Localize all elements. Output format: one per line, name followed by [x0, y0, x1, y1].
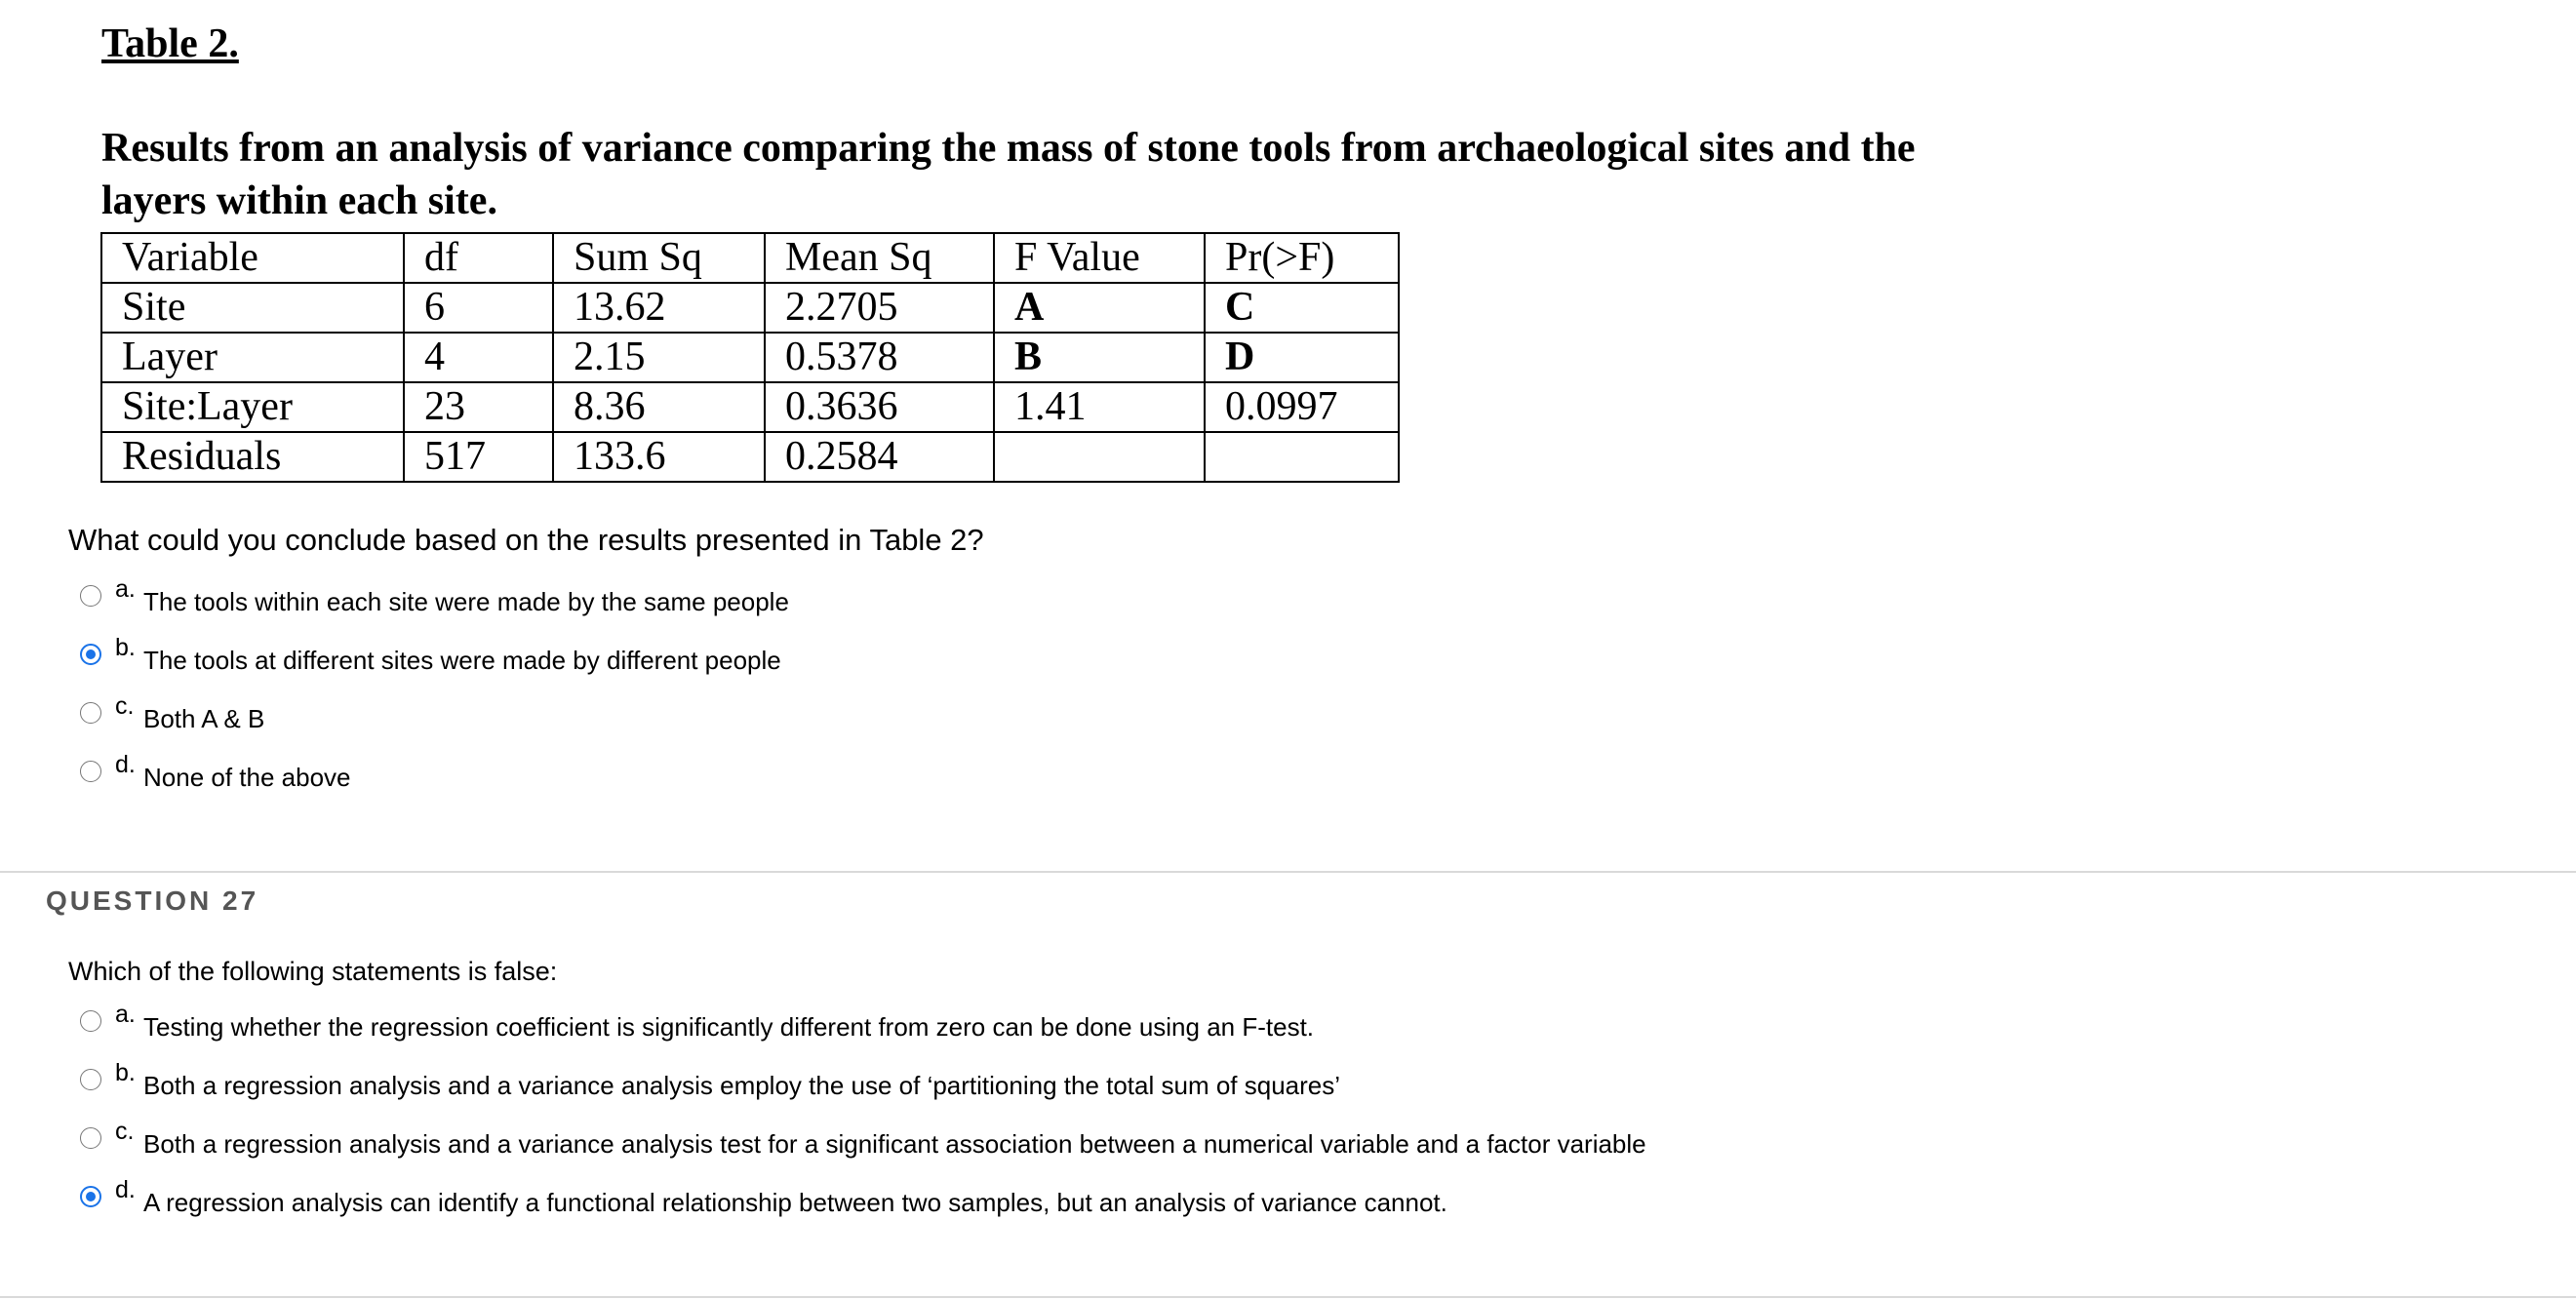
table-header-cell: F Value: [994, 233, 1205, 283]
section-divider: [0, 1296, 2576, 1298]
table-cell: 0.5378: [765, 333, 994, 382]
question-27-header: QUESTION 27: [46, 886, 259, 916]
option-label[interactable]: Testing whether the regression coefficient is significantly different from zero can be done using an F-test.: [143, 1012, 1315, 1042]
table-cell: 0.3636: [765, 382, 994, 432]
table-cell: Residuals: [101, 432, 404, 482]
table-cell: 133.6: [553, 432, 765, 482]
option-letter: d.: [115, 751, 136, 778]
option-letter: a.: [115, 575, 136, 603]
table-cell: 0.0997: [1205, 382, 1399, 432]
radio-button[interactable]: [80, 761, 101, 782]
table-row: [101, 333, 1399, 382]
table-cell: 1.41: [994, 382, 1205, 432]
option-letter: d.: [115, 1176, 136, 1203]
radio-button[interactable]: [80, 1010, 101, 1032]
radio-button[interactable]: [80, 585, 101, 607]
table-cell: A: [994, 283, 1205, 333]
table-row: [101, 283, 1399, 333]
table-header-cell: Sum Sq: [553, 233, 765, 283]
table-header-cell: df: [404, 233, 553, 283]
table-row: [101, 382, 1399, 432]
table-cell: 0.2584: [765, 432, 994, 482]
question-27-prompt: Which of the following statements is false:: [68, 957, 558, 986]
table-row: [101, 432, 1399, 482]
option-letter: b.: [115, 1059, 136, 1086]
table-cell: 2.15: [553, 333, 765, 382]
radio-button[interactable]: [80, 1127, 101, 1149]
table-cell: 13.62: [553, 283, 765, 333]
table-header-cell: Variable: [101, 233, 404, 283]
table-caption: Table 2.: [101, 21, 239, 66]
option-letter: c.: [115, 692, 135, 720]
option-label[interactable]: Both a regression analysis and a variance analysis employ the use of ‘partitioning the total sum of squares’: [143, 1071, 1341, 1100]
table-header-cell: Mean Sq: [765, 233, 994, 283]
anova-table: [100, 232, 1400, 483]
radio-button[interactable]: [80, 1069, 101, 1090]
option-letter: a.: [115, 1001, 136, 1028]
table-cell: Layer: [101, 333, 404, 382]
table-cell: D: [1205, 333, 1399, 382]
table-cell: Site:Layer: [101, 382, 404, 432]
table-description: Results from an analysis of variance comparing the mass of stone tools from archaeological sites and the layers within each site.: [101, 126, 1916, 223]
section-divider: [0, 871, 2576, 873]
table-cell: 2.2705: [765, 283, 994, 333]
radio-button[interactable]: [80, 702, 101, 724]
table-cell: 23: [404, 382, 553, 432]
table-cell: 6: [404, 283, 553, 333]
option-label[interactable]: A regression analysis can identify a functional relationship between two samples, but an analysis of variance cannot.: [143, 1188, 1447, 1217]
question-26-prompt: What could you conclude based on the results presented in Table 2?: [68, 523, 984, 557]
table-cell: [994, 432, 1205, 482]
table-header-row: [101, 233, 1399, 283]
radio-button[interactable]: [80, 1186, 101, 1207]
table-cell: Site: [101, 283, 404, 333]
table-cell: 8.36: [553, 382, 765, 432]
option-label[interactable]: Both A & B: [143, 704, 265, 733]
table-header-cell: Pr(>F): [1205, 233, 1399, 283]
table-cell: [1205, 432, 1399, 482]
table-cell: C: [1205, 283, 1399, 333]
option-letter: c.: [115, 1118, 135, 1145]
table-cell: B: [994, 333, 1205, 382]
option-label[interactable]: The tools within each site were made by the same people: [143, 587, 789, 616]
table-cell: 4: [404, 333, 553, 382]
option-label[interactable]: None of the above: [143, 763, 351, 792]
radio-button[interactable]: [80, 644, 101, 665]
option-label[interactable]: The tools at different sites were made by different people: [143, 646, 781, 675]
table-cell: 517: [404, 432, 553, 482]
option-label[interactable]: Both a regression analysis and a variance analysis test for a significant association between a numerical variable and a factor variable: [143, 1129, 1646, 1159]
option-letter: b.: [115, 634, 136, 661]
